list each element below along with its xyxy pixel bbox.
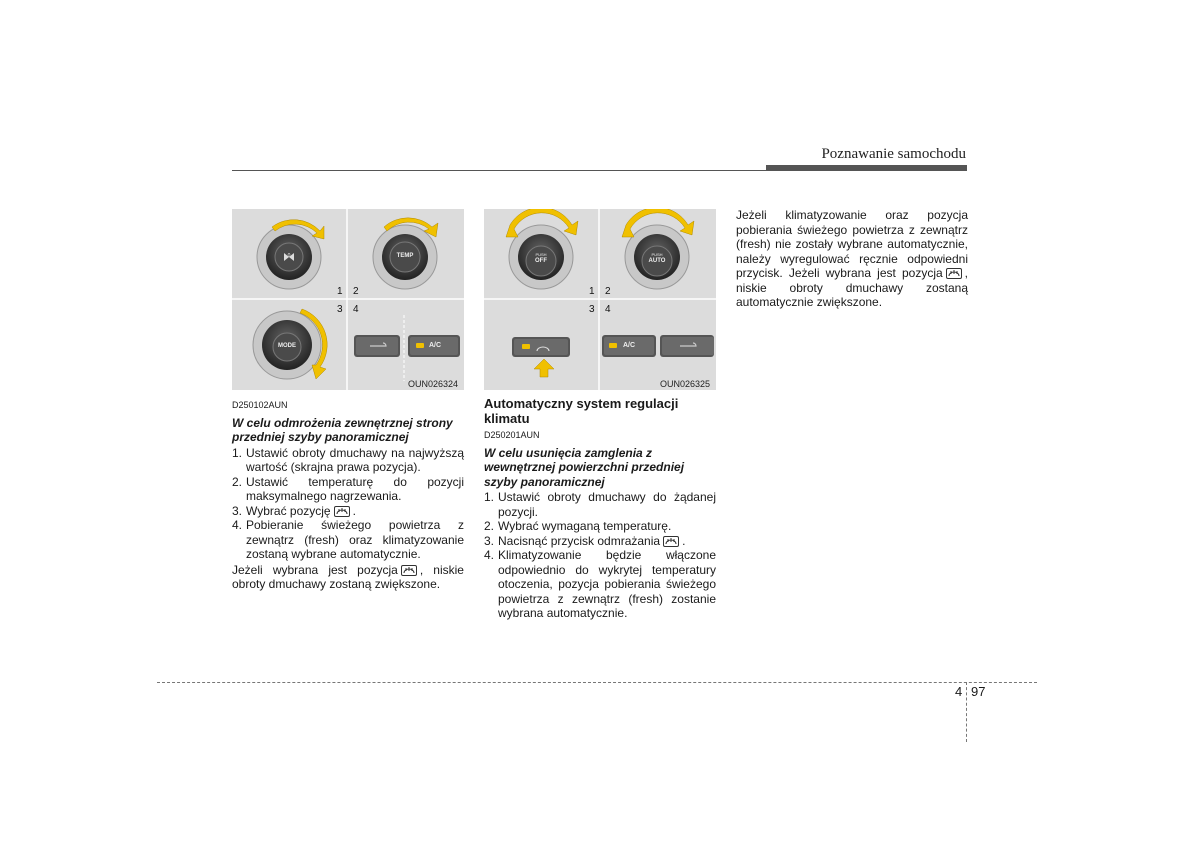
list-item: 4. Pobieranie świeżego powietrza z zewnątrz (fresh) oraz klimatyzowanie zostaną wybrane automatycznie. — [232, 518, 464, 561]
footer-divider — [966, 682, 967, 742]
cell-number: 4 — [605, 304, 611, 315]
ac-button-label: A/C — [623, 342, 636, 349]
defrost-icon — [946, 268, 962, 279]
section-subhead: W celu usunięcia zamglenia z wewnętrznej powierzchni przedniej szyby panoramicznej — [484, 445, 685, 489]
list-item: 2. Wybrać wymaganą temperaturę. — [484, 519, 672, 533]
cell-number: 2 — [353, 286, 359, 297]
section-subhead: W celu odmrożenia zewnętrznej strony przedniej szyby panoramicznej — [232, 415, 453, 444]
cell-number: 2 — [605, 286, 611, 297]
auto-label: AUTO — [648, 258, 666, 264]
mode-knob-label: MODE — [278, 343, 296, 349]
ac-button-label: A/C — [429, 342, 442, 349]
section-code: D250102AUN — [232, 400, 288, 410]
figure-manual-climate-controls — [232, 209, 464, 390]
info-paragraph: Jeżeli klimatyzowanie oraz pozycja pobierania świeżego powietrza z zewnątrz (fresh) nie zostały wybrane automatycznie, należy wyregulować ręcznie odpowiedni przycisk. Jeżeli wybrana jest pozycja , niskie obroty dmuchawy zostaną automatycznie zwiększone. — [736, 208, 968, 309]
fan-push-label: PUSH — [535, 252, 547, 257]
section-left — [232, 392, 464, 592]
section-number: 4 — [955, 684, 963, 699]
steps-list — [484, 490, 716, 621]
temp-push-label: PUSH — [651, 252, 663, 257]
press-arrow-icon — [534, 359, 554, 377]
running-header-title: Poznawanie samochodu — [821, 146, 966, 162]
section-code: D250201AUN — [484, 430, 540, 440]
steps-list — [232, 446, 464, 562]
list-item: 3. Nacisnąć przycisk odmrażania . — [484, 533, 686, 548]
fan-knob-label: 0 — [287, 253, 291, 259]
defrost-icon — [663, 536, 679, 547]
section-middle — [484, 396, 716, 621]
list-item: 1. Ustawić obroty dmuchawy do żądanej pozycji. — [484, 490, 716, 519]
figure-code: OUN026325 — [660, 379, 711, 389]
figure-auto-climate-controls — [484, 209, 716, 390]
cell-number: 1 — [337, 286, 343, 297]
page-number: 97 — [971, 684, 986, 699]
list-item: 2. Ustawić temperaturę do pozycji maksymalnego nagrzewania. — [232, 474, 464, 503]
section-heading: Automatyczny system regulacji klimatu — [484, 396, 679, 426]
cell-number: 3 — [337, 304, 343, 315]
list-item: 1. Ustawić obroty dmuchawy na najwyższą wartość (skrajna prawa pozycja). — [232, 445, 464, 474]
cell-number: 1 — [589, 286, 595, 297]
list-item: 4. Klimatyzowanie będzie włączone odpowiednio do wykrytej temperatury otoczenia, pozycja pobierania świeżego powietrza z zewnątrz (fresh) zostanie wybrana automatycznie. — [484, 548, 716, 620]
list-item: 3. Wybrać pozycję . — [232, 503, 356, 518]
defrost-icon — [401, 565, 417, 576]
note-paragraph: Jeżeli wybrana jest pozycja , niskie obroty dmuchawy zostaną zwiększone. — [232, 562, 464, 591]
defrost-icon — [334, 506, 350, 517]
fan-speed-knob — [509, 225, 573, 289]
temperature-knob — [625, 225, 689, 289]
header-rule — [232, 170, 967, 171]
cell-number: 4 — [353, 304, 359, 315]
cell-number: 3 — [589, 304, 595, 315]
footer-rule — [157, 682, 1037, 683]
temp-knob-label: TEMP — [396, 253, 414, 259]
section-right — [736, 207, 968, 310]
fan-off-label: OFF — [535, 258, 547, 264]
figure-code: OUN026324 — [408, 379, 459, 389]
